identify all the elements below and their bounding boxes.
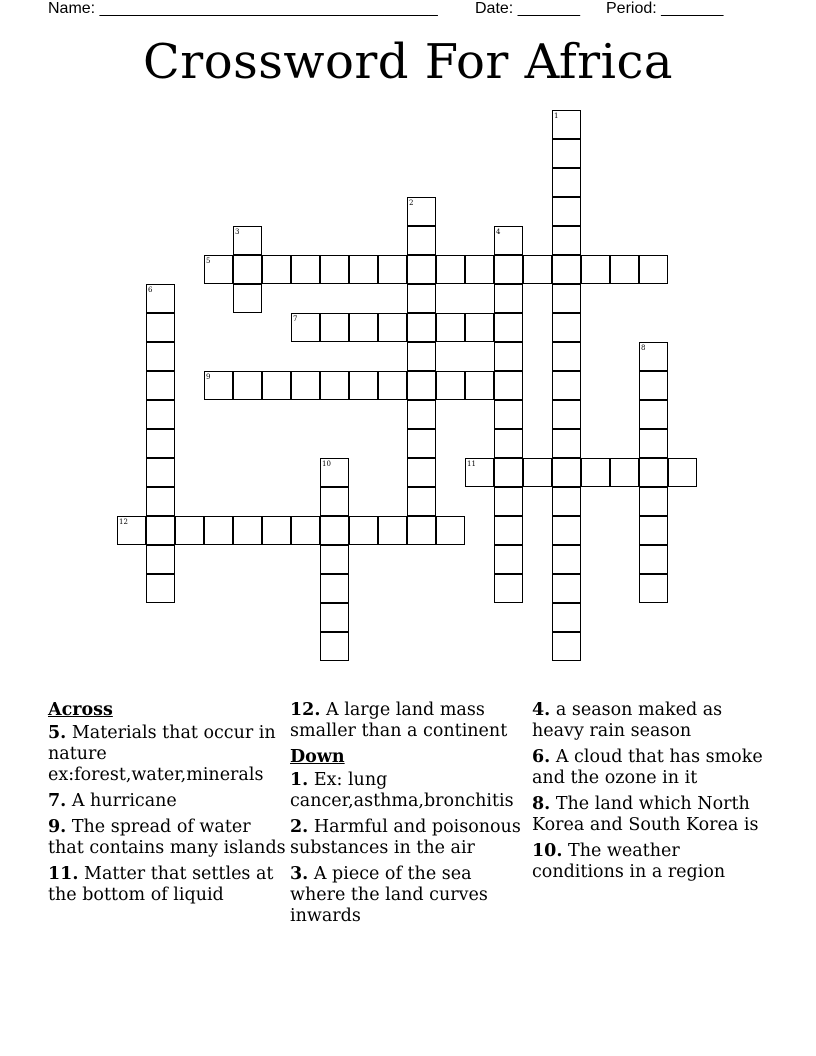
clue-text: Ex: lung cancer,asthma,bronchitis [290, 770, 514, 811]
grid-cell[interactable] [639, 429, 668, 458]
grid-cell[interactable] [146, 574, 175, 603]
clue-text: Materials that occur in nature ex:forest,water,minerals [48, 723, 276, 785]
grid-cell[interactable] [494, 429, 523, 458]
period-field-label[interactable]: Period: _______ [606, 0, 724, 17]
clue-number: 2. [290, 817, 309, 837]
grid-cell[interactable] [494, 516, 523, 545]
grid-cell[interactable] [639, 487, 668, 516]
grid-cell[interactable] [436, 371, 465, 400]
grid-cell[interactable] [175, 516, 204, 545]
clues-column-3 [532, 700, 774, 888]
clue-text: A hurricane [71, 791, 177, 811]
grid-cell[interactable] [146, 284, 175, 313]
grid-cell[interactable] [407, 458, 436, 487]
clue-number: 12. [290, 700, 321, 720]
cell-number: 12 [119, 518, 128, 526]
grid-cell[interactable] [320, 313, 349, 342]
grid-cell[interactable] [639, 545, 668, 574]
grid-cell[interactable] [262, 516, 291, 545]
grid-cell[interactable] [494, 400, 523, 429]
grid-cell[interactable] [262, 371, 291, 400]
clue-text: Matter that settles at the bottom of liquid [48, 864, 274, 905]
clue-text: Harmful and poisonous substances in the air [290, 817, 521, 858]
grid-cell[interactable] [610, 458, 639, 487]
grid-cell[interactable] [291, 313, 320, 342]
grid-cell[interactable] [349, 313, 378, 342]
clue-down-4 [532, 700, 774, 742]
grid-cell[interactable] [146, 458, 175, 487]
grid-cell[interactable] [291, 516, 320, 545]
clue-text: a season maked as heavy rain season [532, 700, 723, 741]
grid-cell[interactable] [146, 429, 175, 458]
grid-cell[interactable] [262, 255, 291, 284]
grid-cell[interactable] [233, 226, 262, 255]
clue-text: The weather conditions in a region [532, 841, 726, 882]
grid-cell[interactable] [639, 342, 668, 371]
grid-cell[interactable] [552, 226, 581, 255]
grid-cell[interactable] [465, 458, 494, 487]
grid-cell[interactable] [552, 342, 581, 371]
grid-cell[interactable] [146, 342, 175, 371]
grid-cell[interactable] [552, 574, 581, 603]
cell-number: 6 [148, 286, 153, 294]
clue-down-10 [532, 841, 774, 883]
grid-cell[interactable] [436, 255, 465, 284]
cell-number: 10 [322, 460, 331, 468]
grid-cell[interactable] [407, 255, 436, 284]
clues-column-2 [290, 700, 532, 932]
grid-cell[interactable] [552, 458, 581, 487]
grid-cell[interactable] [320, 632, 349, 661]
cell-number: 2 [409, 199, 414, 207]
clue-number: 7. [48, 791, 67, 811]
grid-cell[interactable] [320, 603, 349, 632]
grid-cell[interactable] [494, 226, 523, 255]
clue-number: 6. [532, 747, 551, 767]
grid-cell[interactable] [320, 574, 349, 603]
clue-number: 9. [48, 817, 67, 837]
grid-cell[interactable] [552, 487, 581, 516]
clue-text: A piece of the sea where the land curves inwards [290, 864, 488, 926]
grid-cell[interactable] [494, 313, 523, 342]
grid-cell[interactable] [378, 516, 407, 545]
cell-number: 4 [496, 228, 501, 236]
grid-cell[interactable] [407, 226, 436, 255]
clue-down-6 [532, 747, 774, 789]
grid-cell[interactable] [610, 255, 639, 284]
grid-cell[interactable] [146, 487, 175, 516]
grid-cell[interactable] [494, 487, 523, 516]
grid-cell[interactable] [639, 371, 668, 400]
clue-down-2 [290, 817, 532, 859]
clue-number: 10. [532, 841, 563, 861]
worksheet-header [48, 0, 748, 20]
grid-cell[interactable] [552, 110, 581, 139]
grid-cell[interactable] [320, 545, 349, 574]
grid-cell[interactable] [320, 371, 349, 400]
grid-cell[interactable] [552, 400, 581, 429]
clue-number: 3. [290, 864, 309, 884]
clue-number: 1. [290, 770, 309, 790]
grid-cell[interactable] [552, 313, 581, 342]
grid-cell[interactable] [494, 574, 523, 603]
grid-cell[interactable] [552, 429, 581, 458]
grid-cell[interactable] [523, 255, 552, 284]
down-heading: Down [290, 747, 345, 767]
grid-cell[interactable] [320, 487, 349, 516]
grid-cell[interactable] [407, 197, 436, 226]
clue-number: 5. [48, 723, 67, 743]
cell-number: 1 [554, 112, 559, 120]
grid-cell[interactable] [494, 342, 523, 371]
clue-number: 4. [532, 700, 551, 720]
grid-cell[interactable] [407, 516, 436, 545]
clue-across-9 [48, 817, 290, 859]
grid-cell[interactable] [552, 197, 581, 226]
grid-cell[interactable] [146, 545, 175, 574]
grid-cell[interactable] [349, 371, 378, 400]
grid-cell[interactable] [349, 516, 378, 545]
grid-cell[interactable] [494, 458, 523, 487]
grid-cell[interactable] [407, 371, 436, 400]
name-field-label[interactable]: Name: ______________________________________ [48, 0, 438, 17]
clue-across-12 [290, 700, 532, 742]
grid-cell[interactable] [436, 313, 465, 342]
grid-cell[interactable] [494, 284, 523, 313]
grid-cell[interactable] [320, 458, 349, 487]
grid-cell[interactable] [204, 371, 233, 400]
grid-cell[interactable] [407, 487, 436, 516]
clue-number: 11. [48, 864, 79, 884]
grid-cell[interactable] [378, 371, 407, 400]
grid-cell[interactable] [581, 458, 610, 487]
grid-cell[interactable] [407, 429, 436, 458]
clue-text: The spread of water that contains many islands [48, 817, 286, 858]
grid-cell[interactable] [204, 516, 233, 545]
grid-cell[interactable] [146, 371, 175, 400]
grid-cell[interactable] [407, 342, 436, 371]
grid-cell[interactable] [204, 255, 233, 284]
grid-cell[interactable] [146, 516, 175, 545]
clues-column-1 [48, 700, 290, 911]
clue-text: The land which North Korea and South Korea is [532, 794, 759, 835]
clue-text: A large land mass smaller than a continent [290, 700, 508, 741]
grid-cell[interactable] [233, 255, 262, 284]
grid-cell[interactable] [552, 255, 581, 284]
grid-cell[interactable] [407, 284, 436, 313]
clue-down-3 [290, 864, 532, 927]
date-field-label[interactable]: Date: _______ [475, 0, 580, 17]
grid-cell[interactable] [233, 371, 262, 400]
clue-number: 8. [532, 794, 551, 814]
page-title: Crossword For Africa [143, 34, 673, 90]
grid-cell[interactable] [552, 168, 581, 197]
grid-cell[interactable] [552, 139, 581, 168]
cell-number: 5 [206, 257, 211, 265]
grid-cell[interactable] [117, 516, 146, 545]
cell-number: 11 [467, 460, 476, 468]
grid-cell[interactable] [639, 458, 668, 487]
grid-cell[interactable] [233, 516, 262, 545]
grid-cell[interactable] [552, 284, 581, 313]
grid-cell[interactable] [465, 313, 494, 342]
grid-cell[interactable] [146, 400, 175, 429]
clue-across-11 [48, 864, 290, 906]
grid-cell[interactable] [494, 371, 523, 400]
clue-text: A cloud that has smoke and the ozone in it [532, 747, 763, 788]
grid-cell[interactable] [233, 284, 262, 313]
grid-cell[interactable] [494, 545, 523, 574]
grid-cell[interactable] [552, 516, 581, 545]
grid-cell[interactable] [639, 516, 668, 545]
grid-cell[interactable] [378, 255, 407, 284]
grid-cell[interactable] [465, 255, 494, 284]
grid-cell[interactable] [494, 255, 523, 284]
across-heading: Across [48, 700, 113, 720]
grid-cell[interactable] [291, 255, 320, 284]
grid-cell[interactable] [436, 516, 465, 545]
grid-cell[interactable] [552, 371, 581, 400]
grid-cell[interactable] [407, 400, 436, 429]
grid-cell[interactable] [552, 545, 581, 574]
grid-cell[interactable] [320, 255, 349, 284]
cell-number: 9 [206, 373, 211, 381]
cell-number: 8 [641, 344, 646, 352]
grid-cell[interactable] [552, 632, 581, 661]
grid-cell[interactable] [639, 400, 668, 429]
grid-cell[interactable] [291, 371, 320, 400]
cell-number: 7 [293, 315, 298, 323]
grid-cell[interactable] [581, 255, 610, 284]
clue-down-1 [290, 770, 532, 812]
grid-cell[interactable] [378, 313, 407, 342]
clue-across-7 [48, 791, 290, 812]
cell-number: 3 [235, 228, 240, 236]
grid-cell[interactable] [639, 574, 668, 603]
grid-cell[interactable] [523, 458, 552, 487]
clue-down-8 [532, 794, 774, 836]
grid-cell[interactable] [639, 255, 668, 284]
grid-cell[interactable] [407, 313, 436, 342]
grid-cell[interactable] [668, 458, 697, 487]
grid-cell[interactable] [320, 516, 349, 545]
grid-cell[interactable] [146, 313, 175, 342]
grid-cell[interactable] [465, 371, 494, 400]
clue-across-5 [48, 723, 290, 786]
grid-cell[interactable] [349, 255, 378, 284]
grid-cell[interactable] [552, 603, 581, 632]
